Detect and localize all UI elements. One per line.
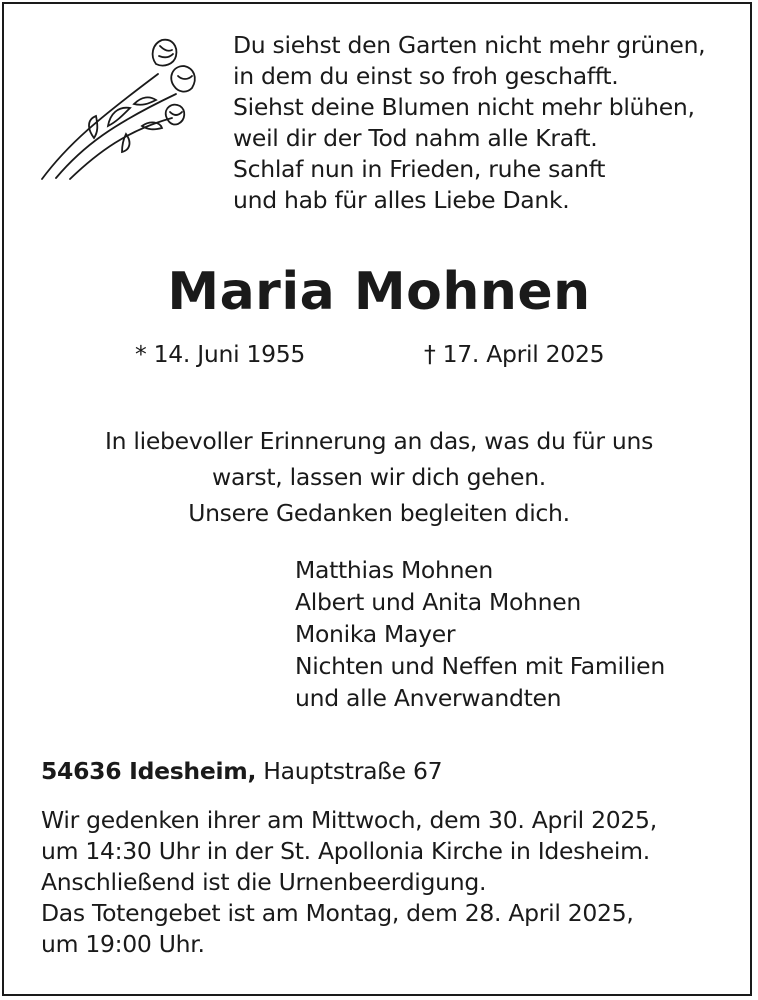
memorial-line: warst, lassen wir dich gehen. bbox=[212, 463, 546, 491]
poem bbox=[233, 30, 705, 216]
mourner: Nichten und Neffen mit Familien bbox=[295, 652, 665, 680]
memorial-line: Unsere Gedanken begleiten dich. bbox=[188, 499, 570, 527]
birth-date: * 14. Juni 1955 bbox=[135, 340, 306, 368]
poem-line: weil dir der Tod nahm alle Kraft. bbox=[233, 124, 598, 152]
service-line: um 14:30 Uhr in der St. Apollonia Kirche in Idesheim. bbox=[41, 837, 650, 865]
service-line: Das Totengebet ist am Montag, dem 28. April 2025, bbox=[41, 899, 634, 927]
mourner: Matthias Mohnen bbox=[295, 556, 493, 584]
memorial-line: In liebevoller Erinnerung an das, was du für uns bbox=[104, 427, 654, 455]
service-info bbox=[41, 805, 657, 960]
memorial-text bbox=[0, 423, 758, 531]
address-street: Hauptstraße 67 bbox=[263, 757, 443, 785]
poem-line: Siehst deine Blumen nicht mehr blühen, bbox=[233, 93, 695, 121]
poem-line: Du siehst den Garten nicht mehr grünen, bbox=[233, 31, 706, 59]
poem-line: in dem du einst so froh geschafft. bbox=[233, 62, 619, 90]
death-date: † 17. April 2025 bbox=[424, 340, 605, 368]
mourners-list bbox=[295, 554, 665, 714]
mourner: Albert und Anita Mohnen bbox=[295, 588, 581, 616]
service-line: um 19:00 Uhr. bbox=[41, 930, 205, 958]
address-place: 54636 Idesheim, bbox=[41, 757, 257, 785]
service-line: Wir gedenken ihrer am Mittwoch, dem 30. April 2025, bbox=[41, 806, 657, 834]
poem-line: Schlaf nun in Frieden, ruhe sanft bbox=[233, 155, 606, 183]
deceased-name: Maria Mohnen bbox=[167, 262, 591, 322]
mourner: Monika Mayer bbox=[295, 620, 456, 648]
address bbox=[41, 757, 442, 785]
service-line: Anschließend ist die Urnenbeerdigung. bbox=[41, 868, 487, 896]
poem-line: und hab für alles Liebe Dank. bbox=[233, 186, 570, 214]
mourner: und alle Anverwandten bbox=[295, 684, 562, 712]
roses-icon bbox=[38, 34, 200, 184]
